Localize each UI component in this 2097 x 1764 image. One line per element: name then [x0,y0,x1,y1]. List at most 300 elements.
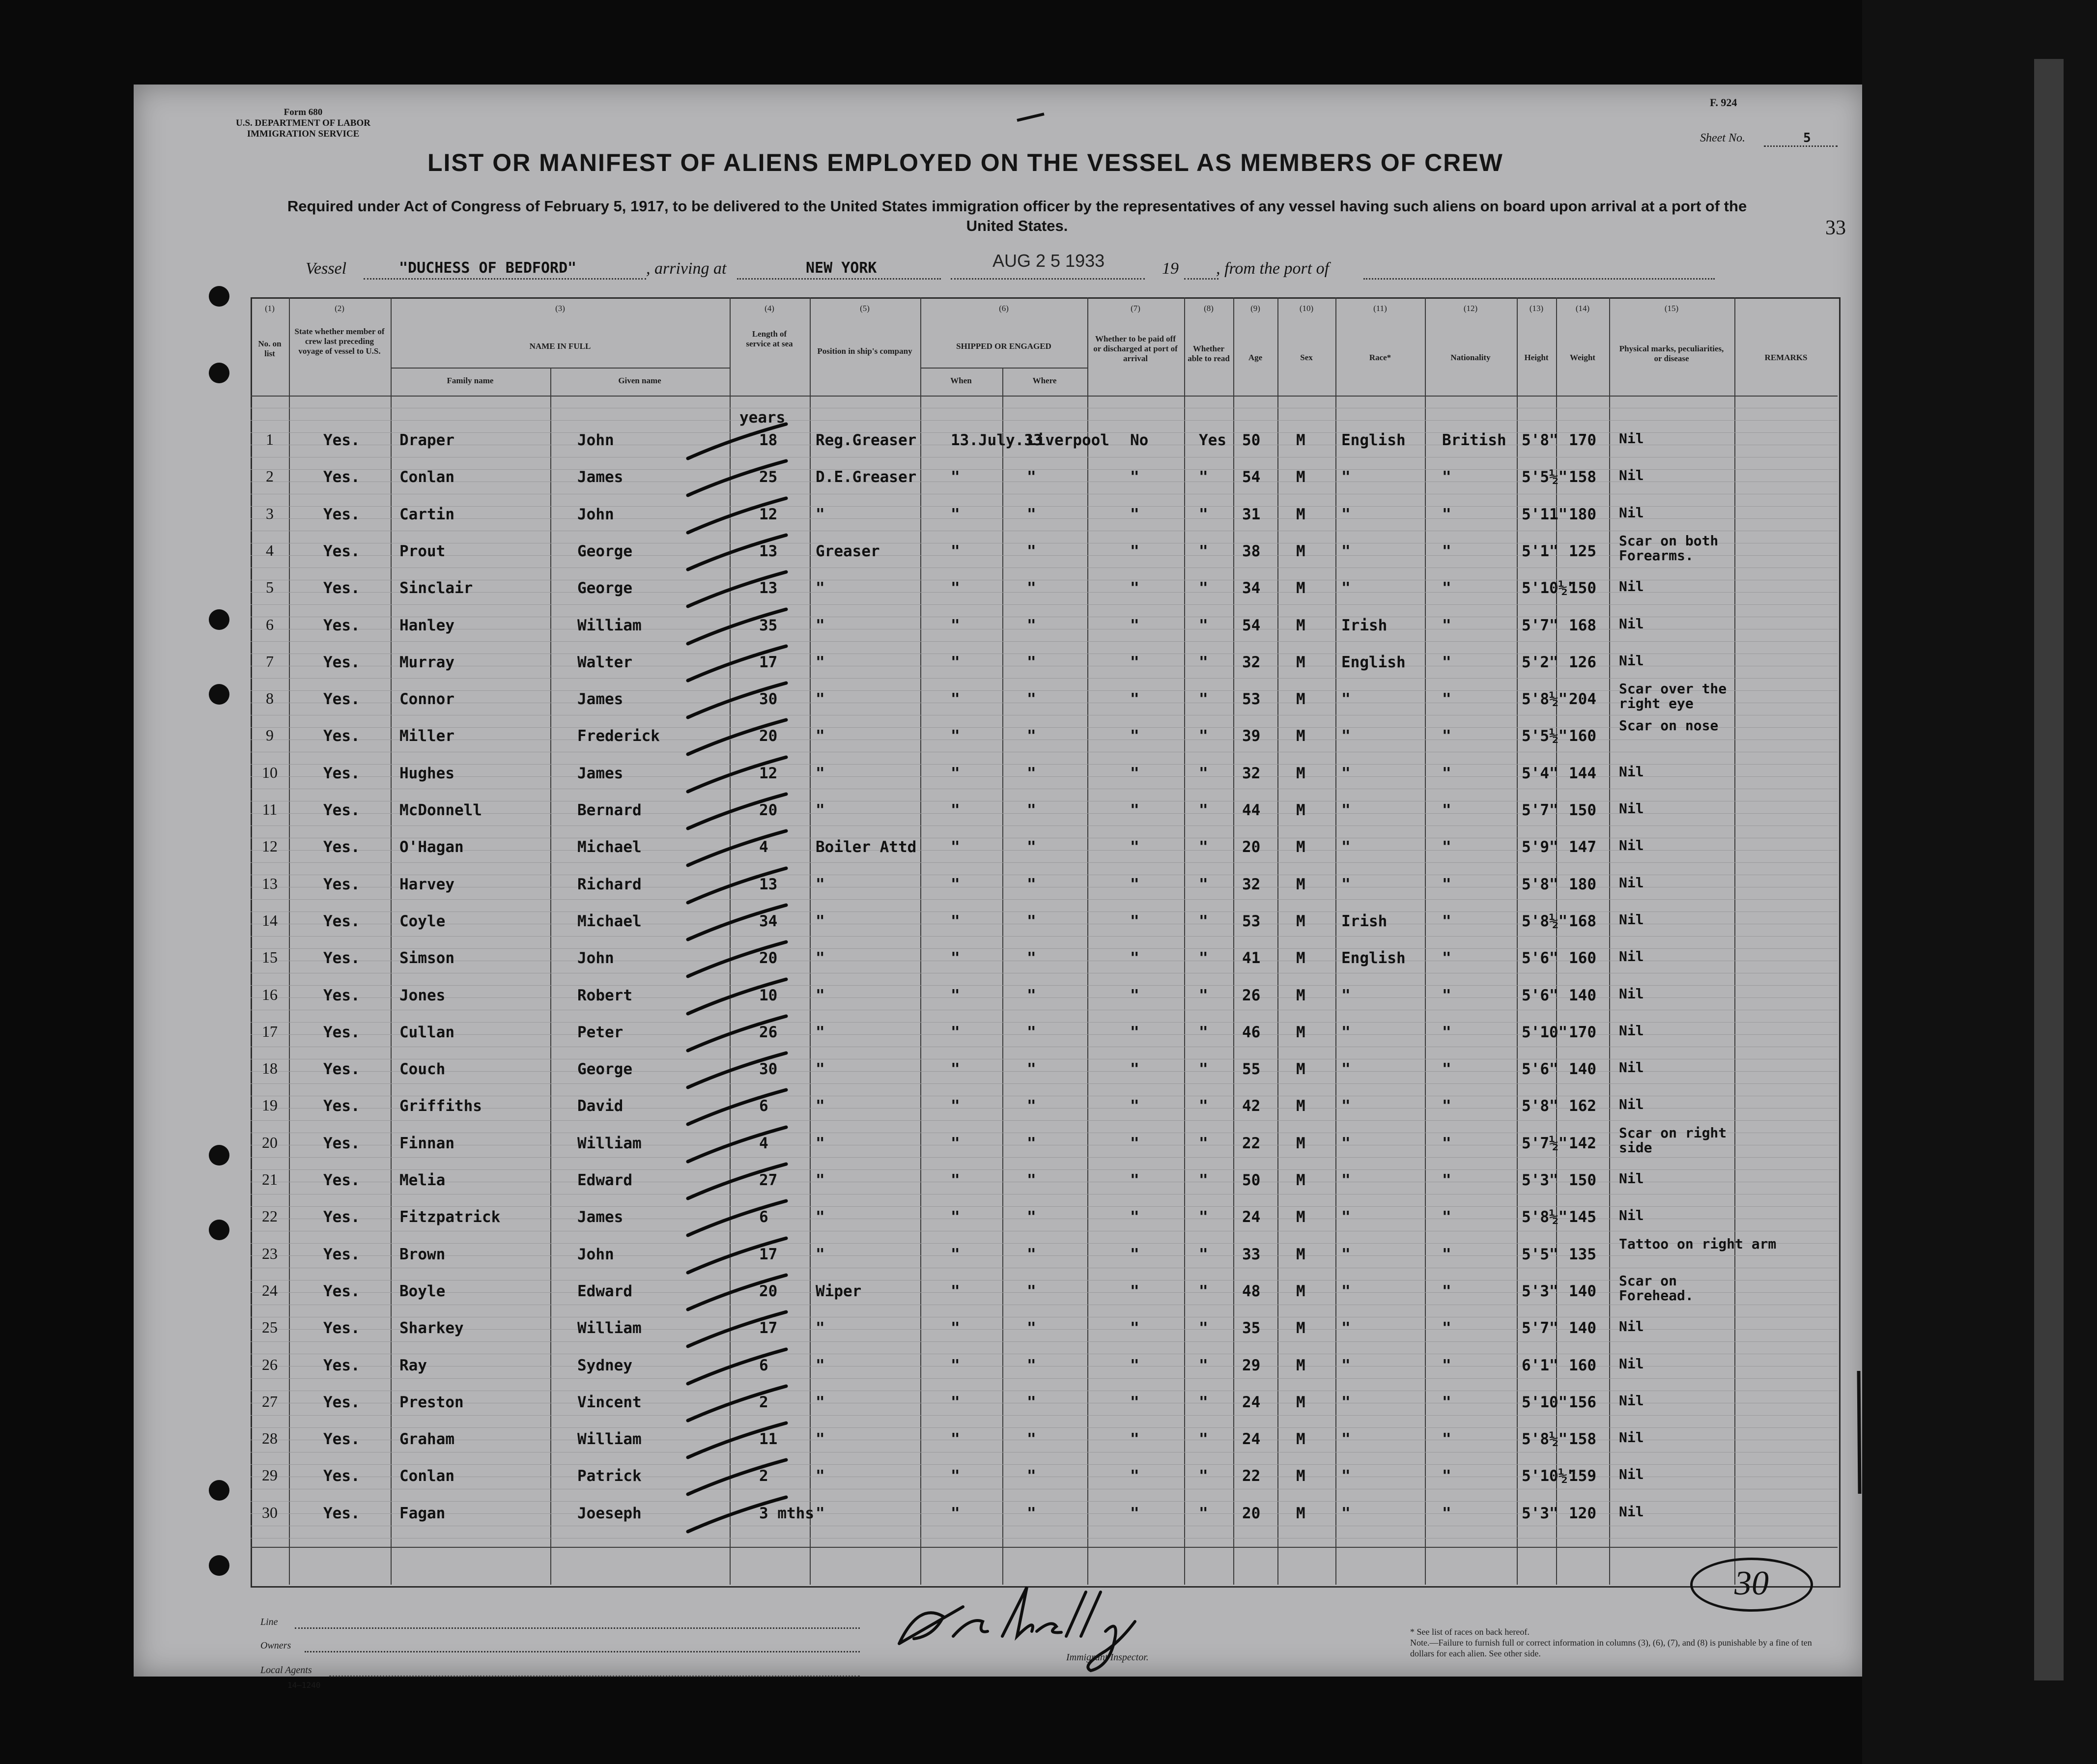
member-cell: Yes. [323,579,360,597]
col-number: (7) [1131,304,1140,313]
sex-cell: M [1296,1060,1305,1078]
physical-marks-cell: Scar on both Forearms. [1619,533,1719,564]
col-number: (12) [1463,304,1478,313]
position-cell: " [816,876,825,893]
header-age: Age [1248,353,1263,362]
sex-cell: M [1296,1357,1305,1374]
weight-cell: 140 [1569,1060,1596,1078]
member-cell: Yes. [323,1394,360,1411]
service-cell: 12 [759,765,778,782]
height-cell: 5'8" [1522,1097,1559,1115]
row-number: 5 [266,578,274,596]
family-name-cell: Cartin [399,506,454,523]
owners-label: Owners [260,1640,291,1651]
race-cell: " [1341,468,1351,486]
family-name-cell: Hanley [399,617,454,634]
age-cell: 32 [1242,765,1261,782]
when-cell: " [951,801,960,819]
member-cell: Yes. [323,1357,360,1374]
position-cell: Boiler Attd [816,838,917,856]
paid-off-cell: " [1130,987,1139,1004]
age-cell: 26 [1242,987,1261,1004]
form-number: Form 680 [283,107,323,117]
position-cell: " [816,987,825,1004]
row-number: 6 [266,616,274,633]
service-cell: 27 [759,1171,778,1189]
sex-cell: M [1296,1505,1305,1522]
age-cell: 20 [1242,838,1261,856]
where-cell: " [1027,1097,1036,1115]
read-cell: " [1199,876,1208,893]
position-cell: Wiper [816,1282,862,1300]
age-cell: 54 [1242,617,1261,634]
service-cell: 20 [759,727,778,745]
member-cell: Yes. [323,617,360,634]
circled-total [1690,1558,1813,1612]
when-cell: " [951,579,960,597]
member-cell: Yes. [323,801,360,819]
paid-off-cell: " [1130,1505,1139,1522]
paid-off-cell: " [1130,542,1139,560]
read-cell: " [1199,987,1208,1004]
given-name-cell: William [577,1430,642,1448]
member-cell: Yes. [323,690,360,708]
read-cell: " [1199,1282,1208,1300]
position-cell: " [816,1394,825,1411]
physical-marks-cell: Nil [1619,800,1644,817]
family-name-cell: Miller [399,727,454,745]
member-cell: Yes. [323,654,360,671]
age-cell: 33 [1242,1246,1261,1263]
where-cell: " [1027,838,1036,856]
height-cell: 5'3" [1522,1282,1559,1300]
position-cell: " [816,801,825,819]
race-cell: " [1341,987,1351,1004]
sex-cell: M [1296,542,1305,560]
weight-cell: 147 [1569,838,1596,856]
paid-off-cell: " [1130,1024,1139,1041]
nationality-cell: " [1442,949,1451,967]
row-number: 3 [266,505,274,522]
read-cell: " [1199,912,1208,930]
position-cell: " [816,949,825,967]
nationality-cell: " [1442,801,1451,819]
height-cell: 5'5½" [1522,468,1568,486]
given-name-cell: Michael [577,912,642,930]
member-cell: Yes. [323,1319,360,1337]
age-cell: 35 [1242,1319,1261,1337]
position-cell: Reg.Greaser [816,431,917,449]
col-number: (15) [1664,304,1679,313]
when-cell: " [951,617,960,634]
race-cell: " [1341,690,1351,708]
given-name-cell: George [577,542,632,560]
member-cell: Yes. [323,987,360,1004]
member-cell: Yes. [323,1060,360,1078]
height-cell: 5'5½" [1522,727,1568,745]
header-when: When [950,376,972,385]
physical-marks-cell: Nil [1619,430,1644,447]
when-cell: " [951,1467,960,1485]
age-cell: 24 [1242,1208,1261,1226]
paid-off-cell: " [1130,1430,1139,1448]
service-cell: 25 [759,468,778,486]
member-cell: Yes. [323,1024,360,1041]
weight-cell: 135 [1569,1246,1596,1263]
where-cell: " [1027,1171,1036,1189]
read-cell: " [1199,1505,1208,1522]
sex-cell: M [1296,1097,1305,1115]
given-name-cell: James [577,468,623,486]
where-cell: " [1027,1282,1036,1300]
row-number: 11 [262,800,278,818]
height-cell: 5'7½" [1522,1135,1568,1152]
service-cell: 2 [759,1467,768,1485]
weight-cell: 168 [1569,617,1596,634]
race-cell: English [1341,431,1406,449]
height-cell: 5'10½" [1522,579,1577,597]
weight-cell: 162 [1569,1097,1596,1115]
when-cell: " [951,1357,960,1374]
where-cell: " [1027,1135,1036,1152]
when-cell: " [951,690,960,708]
physical-marks-cell: Tattoo on right arm [1619,1236,1777,1252]
read-cell: " [1199,1357,1208,1374]
department-line: U.S. DEPARTMENT OF LABOR [236,118,370,128]
header-state-whether: State whether member of crew last preceding voyage of vessel to U.S. [294,327,385,356]
when-cell: 13.July.33 [951,431,1043,449]
header-height: Height [1524,353,1549,362]
paid-off-cell: " [1130,1135,1139,1152]
nationality-cell: " [1442,912,1451,930]
nationality-cell: " [1442,1505,1451,1522]
physical-marks-cell: Nil [1619,505,1644,521]
read-cell: " [1199,542,1208,560]
family-name-cell: McDonnell [399,801,482,819]
age-cell: 20 [1242,1505,1261,1522]
where-cell: " [1027,617,1036,634]
physical-marks-cell: Nil [1619,1059,1644,1076]
age-cell: 44 [1242,801,1261,819]
member-cell: Yes. [323,838,360,856]
read-cell: " [1199,579,1208,597]
family-name-cell: Preston [399,1394,464,1411]
where-cell: " [1027,1357,1036,1374]
where-cell: " [1027,1024,1036,1041]
row-number: 27 [262,1393,278,1410]
read-cell: " [1199,468,1208,486]
nationality-cell: " [1442,1357,1451,1374]
circled-total-value: 30 [1734,1565,1769,1602]
race-cell: " [1341,1024,1351,1041]
service-cell: 35 [759,617,778,634]
when-cell: " [951,1060,960,1078]
race-cell: " [1341,506,1351,523]
row-number: 26 [262,1356,278,1373]
row-number: 9 [266,726,274,744]
when-cell: " [951,1135,960,1152]
paid-off-cell: " [1130,1171,1139,1189]
where-cell: " [1027,1394,1036,1411]
member-cell: Yes. [323,727,360,745]
year-label: 19 [1162,259,1179,278]
height-cell: 5'8½" [1522,912,1568,930]
when-cell: " [951,765,960,782]
member-cell: Yes. [323,542,360,560]
read-cell: " [1199,727,1208,745]
row-number: 19 [262,1096,278,1114]
family-name-cell: Brown [399,1246,446,1263]
race-cell: " [1341,1282,1351,1300]
service-cell: 30 [759,690,778,708]
age-cell: 22 [1242,1467,1261,1485]
given-name-cell: Edward [577,1282,632,1300]
weight-cell: 168 [1569,912,1596,930]
col-number: (2) [335,304,344,313]
paid-off-cell: " [1130,727,1139,745]
member-cell: Yes. [323,431,360,449]
line-label: Line [260,1617,278,1627]
vessel-label: Vessel [306,259,347,278]
height-cell: 5'10" [1522,1394,1568,1411]
nationality-cell: " [1442,1282,1451,1300]
row-number: 7 [266,653,274,670]
age-cell: 34 [1242,579,1261,597]
family-name-cell: Griffiths [399,1097,482,1115]
when-cell: " [951,949,960,967]
nationality-cell: British [1442,431,1506,449]
position-cell: " [816,1097,825,1115]
age-cell: 38 [1242,542,1261,560]
arriving-port: NEW YORK [806,259,877,277]
when-cell: " [951,912,960,930]
service-cell: 20 [759,949,778,967]
col-number: (6) [999,304,1009,313]
sex-cell: M [1296,912,1305,930]
sex-cell: M [1296,654,1305,671]
weight-cell: 142 [1569,1135,1596,1152]
given-name-cell: John [577,506,614,523]
paid-off-cell: " [1130,654,1139,671]
physical-marks-cell: Nil [1619,1504,1644,1520]
paid-off-cell: " [1130,1394,1139,1411]
sex-cell: M [1296,838,1305,856]
age-cell: 32 [1242,654,1261,671]
col-number: (5) [860,304,870,313]
physical-marks-cell: Nil [1619,616,1644,632]
header-remarks: REMARKS [1764,353,1808,362]
where-cell: " [1027,765,1036,782]
position-cell: " [816,1430,825,1448]
header-no-on-list: No. on list [258,339,282,358]
header-family-name: Family name [447,376,494,385]
race-cell: " [1341,1430,1351,1448]
paid-off-cell: " [1130,765,1139,782]
print-code: 14—1240 [287,1680,321,1690]
family-name-cell: Harvey [399,876,454,893]
read-cell: " [1199,654,1208,671]
when-cell: " [951,727,960,745]
age-cell: 29 [1242,1357,1261,1374]
position-cell: " [816,727,825,745]
col-number: (13) [1529,304,1544,313]
nationality-cell: " [1442,1060,1451,1078]
nationality-cell: " [1442,1467,1451,1485]
when-cell: " [951,542,960,560]
height-cell: 5'3" [1522,1171,1559,1189]
read-cell: " [1199,690,1208,708]
paid-off-cell: " [1130,1357,1139,1374]
height-cell: 5'10" [1522,1024,1568,1041]
race-cell: " [1341,1394,1351,1411]
sex-cell: M [1296,468,1305,486]
sex-cell: M [1296,801,1305,819]
where-cell: " [1027,987,1036,1004]
sex-cell: M [1296,431,1305,449]
race-cell: " [1341,727,1351,745]
row-number: 17 [262,1023,278,1040]
height-cell: 5'7" [1522,1319,1559,1337]
member-cell: Yes. [323,1430,360,1448]
physical-marks-cell: Scar on right side [1619,1125,1727,1156]
service-cell: 6 [759,1097,768,1115]
position-cell: " [816,1246,825,1263]
member-cell: Yes. [323,1208,360,1226]
height-cell: 6'1" [1522,1357,1559,1374]
weight-cell: 160 [1569,727,1596,745]
family-name-cell: Conlan [399,468,454,486]
given-name-cell: Peter [577,1024,623,1041]
position-cell: " [816,1467,825,1485]
race-cell: " [1341,1060,1351,1078]
header-where: Where [1032,376,1057,385]
weight-cell: 158 [1569,468,1596,486]
height-cell: 5'3" [1522,1505,1559,1522]
given-name-cell: John [577,949,614,967]
height-cell: 5'7" [1522,617,1559,634]
family-name-cell: Graham [399,1430,454,1448]
read-cell: " [1199,1208,1208,1226]
where-cell: " [1027,949,1036,967]
paid-off-cell: " [1130,617,1139,634]
header-weight: Weight [1570,353,1595,362]
height-cell: 5'2" [1522,654,1559,671]
race-cell: " [1341,1505,1351,1522]
service-cell: 13 [759,542,778,560]
sex-cell: M [1296,765,1305,782]
paid-off-cell: " [1130,876,1139,893]
sex-cell: M [1296,690,1305,708]
sex-cell: M [1296,1394,1305,1411]
sheet-label: Sheet No. [1700,132,1745,144]
race-cell: " [1341,1319,1351,1337]
sex-cell: M [1296,727,1305,745]
read-cell: " [1199,1024,1208,1041]
race-cell: " [1341,1208,1351,1226]
age-cell: 55 [1242,1060,1261,1078]
weight-cell: 125 [1569,542,1596,560]
position-cell: " [816,579,825,597]
when-cell: " [951,1246,960,1263]
position-cell: " [816,506,825,523]
position-cell: " [816,1208,825,1226]
sex-cell: M [1296,1319,1305,1337]
where-cell: " [1027,468,1036,486]
service-cell: 11 [759,1430,778,1448]
read-cell: " [1199,1097,1208,1115]
given-name-cell: Richard [577,876,642,893]
member-cell: Yes. [323,1135,360,1152]
sex-cell: M [1296,1282,1305,1300]
read-cell: " [1199,506,1208,523]
member-cell: Yes. [323,1505,360,1522]
family-name-cell: Ray [399,1357,427,1374]
race-cell: Irish [1341,912,1388,930]
family-name-cell: Murray [399,654,454,671]
when-cell: " [951,1208,960,1226]
sex-cell: M [1296,949,1305,967]
sex-cell: M [1296,876,1305,893]
row-number: 30 [262,1504,278,1521]
physical-marks-cell: Scar on nose [1619,717,1719,734]
family-name-cell: Melia [399,1171,446,1189]
service-cell: 12 [759,506,778,523]
row-number: 25 [262,1318,278,1336]
row-number: 18 [262,1059,278,1077]
where-cell: " [1027,579,1036,597]
where-cell: " [1027,1060,1036,1078]
service-cell: 3 mths [759,1505,814,1522]
height-cell: 5'4" [1522,765,1559,782]
when-cell: " [951,1394,960,1411]
weight-cell: 150 [1569,579,1596,597]
age-cell: 22 [1242,1135,1261,1152]
service-cell: 20 [759,1282,778,1300]
family-name-cell: Prout [399,542,446,560]
arriving-label: , arriving at [646,259,727,278]
header-race: Race* [1369,353,1391,362]
family-name-cell: Jones [399,987,446,1004]
age-cell: 50 [1242,431,1261,449]
age-cell: 32 [1242,876,1261,893]
family-name-cell: Fagan [399,1505,446,1522]
age-cell: 31 [1242,506,1261,523]
service-cell: 13 [759,579,778,597]
nationality-cell: " [1442,468,1451,486]
family-name-cell: Finnan [399,1135,454,1152]
when-cell: " [951,1282,960,1300]
read-cell: " [1199,801,1208,819]
row-number: 29 [262,1466,278,1484]
paid-off-cell: " [1130,690,1139,708]
weight-cell: 180 [1569,876,1596,893]
weight-cell: 120 [1569,1505,1596,1522]
height-cell: 5'9" [1522,838,1559,856]
age-cell: 53 [1242,690,1261,708]
position-cell: " [816,912,825,930]
family-name-cell: Couch [399,1060,446,1078]
position-cell: " [816,765,825,782]
height-cell: 5'6" [1522,1060,1559,1078]
header-length-of-service: Length of service at sea [746,329,793,348]
service-cell: 10 [759,987,778,1004]
where-cell: " [1027,1246,1036,1263]
weight-cell: 140 [1569,987,1596,1004]
race-cell: " [1341,801,1351,819]
read-cell: " [1199,1394,1208,1411]
physical-marks-cell: Nil [1619,1207,1644,1223]
paid-off-cell: " [1130,801,1139,819]
